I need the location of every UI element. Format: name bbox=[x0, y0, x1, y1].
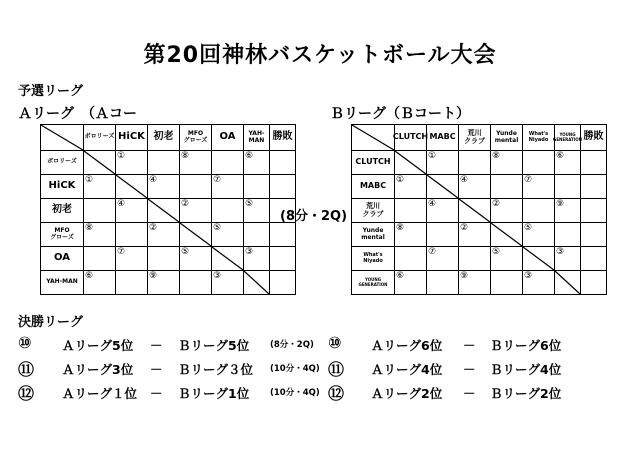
row-header bbox=[352, 247, 395, 271]
match-cell bbox=[180, 199, 212, 223]
col-header bbox=[84, 125, 116, 151]
match-cell bbox=[555, 247, 581, 271]
match-cell bbox=[180, 151, 212, 175]
col-header bbox=[392, 125, 429, 151]
col-header-label: OA bbox=[219, 131, 236, 143]
row-header-label: OA bbox=[54, 252, 70, 264]
diagonal-cell bbox=[427, 175, 459, 199]
row-header-label: ボロリーズ bbox=[47, 158, 77, 166]
match-number: ⑤ bbox=[213, 223, 222, 233]
final-right-num: ⑪ bbox=[328, 360, 345, 379]
match-cell bbox=[84, 199, 116, 223]
row-header bbox=[352, 223, 395, 247]
diagonal-cell bbox=[180, 223, 212, 247]
match-cell bbox=[523, 199, 555, 223]
table-row bbox=[41, 151, 296, 175]
match-number: ② bbox=[149, 223, 158, 233]
row-header bbox=[352, 199, 395, 223]
col-header bbox=[523, 125, 555, 151]
match-cell bbox=[491, 151, 523, 175]
win-loss-cell bbox=[270, 271, 296, 295]
col-header-label: MFO グローズ bbox=[183, 130, 208, 144]
match-cell bbox=[523, 175, 555, 199]
match-number: ④ bbox=[117, 199, 126, 209]
match-cell bbox=[84, 271, 116, 295]
match-number: ⑥ bbox=[396, 271, 405, 281]
final-left-b: Ｂリーグ３位 bbox=[178, 362, 254, 377]
col-header-label: YAH-MAN bbox=[248, 130, 265, 144]
match-number: ③ bbox=[524, 271, 533, 281]
match-cell bbox=[116, 247, 148, 271]
win-loss-cell bbox=[581, 199, 607, 223]
col-header bbox=[491, 125, 523, 151]
diagonal-cell bbox=[148, 199, 180, 223]
diagonal-cell bbox=[555, 271, 581, 295]
win-loss-cell bbox=[270, 175, 296, 199]
col-header bbox=[148, 125, 180, 151]
match-cell bbox=[555, 199, 581, 223]
match-number: ⑦ bbox=[117, 247, 126, 257]
col-header-label: 勝敗 bbox=[583, 131, 604, 143]
match-cell bbox=[491, 199, 523, 223]
match-cell bbox=[555, 223, 581, 247]
row-header-label: MABC bbox=[359, 181, 387, 191]
match-number: ⑥ bbox=[245, 151, 254, 161]
col-header-label: 初老 bbox=[153, 131, 174, 143]
match-cell bbox=[116, 151, 148, 175]
table-row bbox=[352, 199, 607, 223]
win-loss-cell bbox=[581, 247, 607, 271]
win-loss-cell bbox=[581, 223, 607, 247]
final-left-a: Ａリーグ3位 bbox=[62, 362, 134, 377]
match-number: ② bbox=[181, 199, 190, 209]
row-header-label: MFO グローズ bbox=[50, 227, 74, 241]
final-right-a: Ａリーグ6位 bbox=[371, 338, 443, 353]
match-cell bbox=[180, 271, 212, 295]
match-cell bbox=[116, 271, 148, 295]
table-row bbox=[352, 223, 607, 247]
table-row bbox=[41, 247, 296, 271]
col-header-label: Yunde mental bbox=[494, 130, 519, 144]
match-number: ② bbox=[460, 223, 469, 233]
table-row bbox=[41, 175, 296, 199]
row-header-label: YAH-MAN bbox=[46, 278, 78, 286]
col-header-label: What's Niyado bbox=[528, 131, 549, 143]
diagonal-cell bbox=[459, 199, 491, 223]
match-cell bbox=[148, 271, 180, 295]
match-cell bbox=[459, 223, 491, 247]
final-right-b: Ｂリーグ2位 bbox=[490, 386, 562, 401]
match-cell bbox=[523, 271, 555, 295]
match-number: ⑨ bbox=[460, 271, 469, 281]
diagonal-cell bbox=[523, 247, 555, 271]
match-cell bbox=[491, 271, 523, 295]
win-loss-cell bbox=[270, 223, 296, 247]
final-left-b: Ｂリーグ5位 bbox=[178, 338, 250, 353]
match-cell bbox=[427, 151, 459, 175]
match-cell bbox=[244, 247, 270, 271]
row-header-label: Yunde mental bbox=[361, 227, 385, 241]
row-header bbox=[41, 151, 84, 175]
match-cell bbox=[523, 151, 555, 175]
match-number: ③ bbox=[245, 247, 254, 257]
match-number: ⑦ bbox=[524, 175, 533, 185]
col-header-label: HiCK bbox=[118, 131, 145, 143]
match-cell bbox=[555, 175, 581, 199]
match-cell bbox=[212, 223, 244, 247]
match-cell bbox=[180, 175, 212, 199]
match-cell bbox=[212, 151, 244, 175]
match-cell bbox=[148, 175, 180, 199]
match-cell bbox=[459, 151, 491, 175]
match-number: ② bbox=[492, 199, 501, 209]
match-number: ④ bbox=[428, 199, 437, 209]
match-number: ⑤ bbox=[524, 223, 533, 233]
corner-cell bbox=[41, 125, 84, 151]
col-header-label: ボロリーズ bbox=[84, 133, 115, 141]
match-cell bbox=[395, 223, 427, 247]
row-header-label: HiCK bbox=[48, 180, 76, 192]
match-number: ⑨ bbox=[556, 199, 565, 209]
table-row bbox=[41, 271, 296, 295]
table-row bbox=[41, 199, 296, 223]
diagonal-cell bbox=[244, 271, 270, 295]
col-header-label: MABC bbox=[429, 132, 456, 142]
row-header-label: CLUTCH bbox=[355, 157, 391, 167]
match-cell bbox=[244, 223, 270, 247]
corner-cell bbox=[352, 125, 395, 151]
col-header-label: 勝敗 bbox=[272, 131, 293, 143]
win-loss-cell bbox=[581, 271, 607, 295]
row-header bbox=[41, 175, 84, 199]
league-b-table bbox=[351, 124, 607, 295]
row-header-label: What's Niyado bbox=[363, 252, 383, 264]
col-header bbox=[555, 125, 581, 151]
col-header bbox=[244, 125, 270, 151]
final-left-dash: － bbox=[150, 338, 163, 353]
match-number: ⑨ bbox=[149, 271, 158, 281]
league-b-title: Ｂリーグ（Ｂコート） bbox=[330, 106, 470, 122]
row-header bbox=[41, 223, 84, 247]
final-left-a: Ａリーグ１位 bbox=[62, 386, 138, 401]
match-cell bbox=[427, 199, 459, 223]
row-header-label: 初老 bbox=[52, 204, 72, 216]
row-header bbox=[352, 271, 395, 295]
match-number: ① bbox=[117, 151, 126, 161]
match-number: ⑤ bbox=[181, 247, 190, 257]
col-header-label: CLUTCH bbox=[392, 132, 429, 142]
match-cell bbox=[148, 223, 180, 247]
match-number: ③ bbox=[556, 247, 565, 257]
table-row bbox=[41, 223, 296, 247]
table-row bbox=[352, 247, 607, 271]
match-number: ⑤ bbox=[492, 247, 501, 257]
final-time: (10分・4Q) bbox=[270, 388, 320, 398]
row-header bbox=[41, 271, 84, 295]
win-loss-cell bbox=[270, 247, 296, 271]
match-number: ⑦ bbox=[428, 247, 437, 257]
col-header bbox=[459, 125, 491, 151]
match-cell bbox=[459, 247, 491, 271]
match-cell bbox=[212, 175, 244, 199]
win-loss-cell bbox=[270, 151, 296, 175]
match-cell bbox=[395, 175, 427, 199]
match-cell bbox=[116, 223, 148, 247]
match-number: ① bbox=[85, 175, 94, 185]
final-right-a: Ａリーグ4位 bbox=[371, 362, 443, 377]
final-label: 決勝リーグ bbox=[18, 315, 84, 330]
match-cell bbox=[427, 223, 459, 247]
match-number: ④ bbox=[149, 175, 158, 185]
col-header bbox=[116, 125, 148, 151]
match-number: ⑥ bbox=[556, 151, 565, 161]
match-cell bbox=[244, 199, 270, 223]
match-number: ⑧ bbox=[396, 223, 405, 233]
table-row bbox=[352, 175, 607, 199]
final-time: (8分・2Q) bbox=[270, 340, 314, 350]
middle-note: (8分・2Q) bbox=[280, 209, 348, 224]
match-cell bbox=[148, 151, 180, 175]
match-cell bbox=[427, 271, 459, 295]
match-cell bbox=[84, 247, 116, 271]
match-cell bbox=[491, 175, 523, 199]
final-left-b: Ｂリーグ1位 bbox=[178, 386, 250, 401]
match-number: ① bbox=[396, 175, 405, 185]
diagonal-cell bbox=[84, 151, 116, 175]
final-right-b: Ｂリーグ6位 bbox=[490, 338, 562, 353]
match-number: ⑤ bbox=[245, 199, 254, 209]
col-header-label: 荒川 クラブ bbox=[464, 129, 485, 145]
match-cell bbox=[395, 247, 427, 271]
match-number: ⑧ bbox=[181, 151, 190, 161]
match-number: ③ bbox=[213, 271, 222, 281]
diagonal-cell bbox=[395, 151, 427, 175]
final-left-num: ⑫ bbox=[18, 384, 35, 403]
match-cell bbox=[395, 271, 427, 295]
row-header bbox=[41, 199, 84, 223]
page-title: 第20回神林バスケットボール大会 bbox=[143, 43, 497, 68]
final-left-a: Ａリーグ5位 bbox=[62, 338, 134, 353]
match-number: ① bbox=[428, 151, 437, 161]
diagonal-cell bbox=[212, 247, 244, 271]
match-cell bbox=[148, 247, 180, 271]
league-a-title: Ａリーグ （Ａコー bbox=[18, 106, 137, 122]
match-cell bbox=[84, 175, 116, 199]
col-header bbox=[581, 125, 607, 151]
final-right-num: ⑫ bbox=[328, 384, 345, 403]
col-header-label: YOUNG GENERATION bbox=[553, 132, 582, 142]
league-a-table bbox=[40, 124, 296, 295]
col-header bbox=[180, 125, 212, 151]
row-header bbox=[41, 247, 84, 271]
final-right-b: Ｂリーグ4位 bbox=[490, 362, 562, 377]
final-right-num: ⑩ bbox=[328, 333, 342, 352]
row-header-label: YOUNG GENERATION bbox=[358, 277, 388, 287]
match-cell bbox=[459, 271, 491, 295]
match-cell bbox=[459, 175, 491, 199]
final-left-dash: － bbox=[150, 386, 163, 401]
match-cell bbox=[244, 175, 270, 199]
col-header bbox=[270, 125, 296, 151]
final-right-dash: － bbox=[463, 338, 476, 353]
match-number: ⑥ bbox=[85, 271, 94, 281]
col-header bbox=[212, 125, 244, 151]
diagonal-cell bbox=[116, 175, 148, 199]
final-left-dash: － bbox=[150, 362, 163, 377]
match-number: ④ bbox=[460, 175, 469, 185]
prelim-label: 予選リーグ bbox=[18, 84, 84, 99]
row-header bbox=[352, 151, 395, 175]
final-right-dash: － bbox=[463, 362, 476, 377]
match-cell bbox=[180, 247, 212, 271]
win-loss-cell bbox=[581, 175, 607, 199]
match-cell bbox=[523, 223, 555, 247]
match-number: ⑦ bbox=[213, 175, 222, 185]
match-cell bbox=[84, 223, 116, 247]
match-cell bbox=[395, 199, 427, 223]
diagonal-cell bbox=[491, 223, 523, 247]
match-cell bbox=[491, 247, 523, 271]
final-time: (10分・4Q) bbox=[270, 364, 320, 374]
match-cell bbox=[427, 247, 459, 271]
match-number: ⑧ bbox=[85, 223, 94, 233]
match-cell bbox=[212, 271, 244, 295]
match-cell bbox=[212, 199, 244, 223]
table-row bbox=[352, 151, 607, 175]
match-cell bbox=[555, 151, 581, 175]
win-loss-cell bbox=[581, 151, 607, 175]
final-left-num: ⑩ bbox=[18, 333, 32, 352]
row-header-label: 荒川 クラブ bbox=[362, 202, 384, 218]
final-right-a: Ａリーグ2位 bbox=[371, 386, 443, 401]
row-header bbox=[352, 175, 395, 199]
final-right-dash: － bbox=[463, 386, 476, 401]
col-header bbox=[427, 125, 459, 151]
table-row bbox=[352, 271, 607, 295]
final-left-num: ⑪ bbox=[18, 360, 35, 379]
match-cell bbox=[116, 199, 148, 223]
match-number: ⑧ bbox=[492, 151, 501, 161]
match-cell bbox=[244, 151, 270, 175]
